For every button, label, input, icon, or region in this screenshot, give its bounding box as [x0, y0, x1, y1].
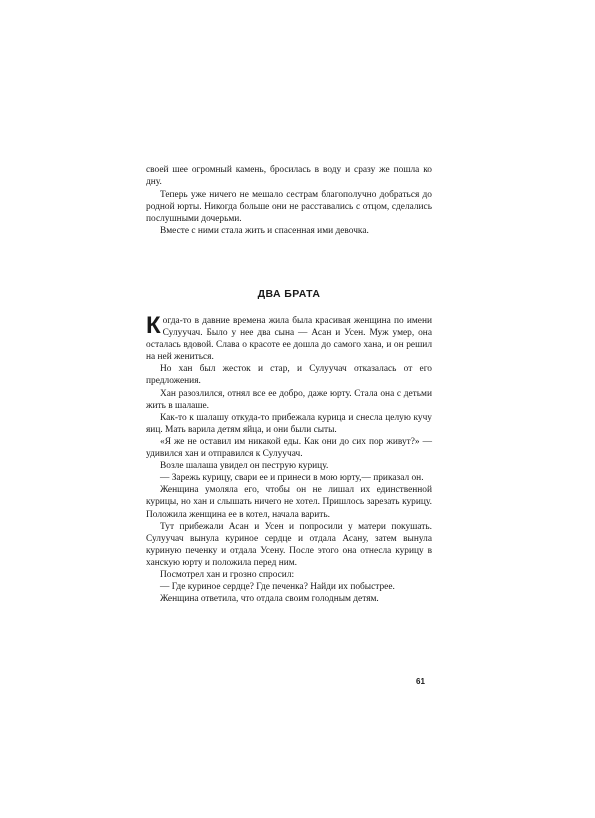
paragraph: Хан разозлился, отнял все ее добро, даже юрту. Стала она с детьми жить в шалаше.	[146, 388, 432, 411]
paragraph: Женщина ответила, что отдала своим голодным детям.	[160, 594, 379, 605]
paragraph: Вместе с ними стала жить и спасенная ими девочка.	[160, 226, 369, 237]
paragraph: Возле шалаша увидел он пеструю курицу.	[160, 461, 329, 472]
paragraph: «Я же не оставил им никакой еды. Как они до сих пор живут?» — удивился хан и отправился к Сулуучач.	[146, 436, 432, 460]
story-title: ДВА БРАТА	[257, 288, 321, 300]
paragraph: Теперь уже ничего не мешало сестрам благополучно добраться до родной юрты. Никогда больше они не расставались с отцом, сделались послушными дочерьми.	[146, 189, 432, 224]
paragraph: Но хан был жесток и стар, и Сулуучач отказалась от его предложения.	[146, 364, 432, 387]
paragraph: Посмотрел хан и грозно спросил:	[160, 569, 295, 580]
paragraph: Женщина умоляла его, чтобы он не лишал их единственной курицы, но хан и слышать ничего не хотел. Пришлось зарезать курицу. Положила женщина ее в котел, начала варить.	[146, 485, 432, 520]
paragraph: Как-то к шалашу откуда-то прибежала курица и снесла целую кучу яиц. Мать варила детям яйца, и они были сыты.	[146, 412, 432, 435]
paragraph: своей шее огромный камень, бросилась в воду и сразу же пошла ко дну.	[146, 165, 432, 188]
drop-cap: К	[146, 312, 161, 339]
paragraph: Тут прибежали Асан и Усен и попросили у матери покушать. Сулуучач вынула куриное сердце и отдала Асану, затем вынула куриную печенку и отдала Усену. После этого она отнесла курицу в ханскую юрту и положила перед ним.	[146, 521, 432, 568]
paragraph: — Где куриное сердце? Где печенка? Найди их побыстрее.	[160, 582, 395, 593]
previous-story-ending	[146, 164, 432, 238]
paragraph: — Зарежь курицу, свари ее и принеси в мою юрту,— приказал он.	[160, 473, 424, 484]
first-paragraph	[146, 312, 432, 363]
first-paragraph-text: огда-то в давние времена жила была красивая женщина по имени Сулуучач. Было у нее два сына — Асан и Усен. Муж умер, она осталась вдовой. Слава о красоте ее дошла до самого хана, и он решил на ней жениться.	[146, 316, 432, 363]
page-number: 61	[416, 677, 425, 686]
story-body	[146, 312, 432, 605]
